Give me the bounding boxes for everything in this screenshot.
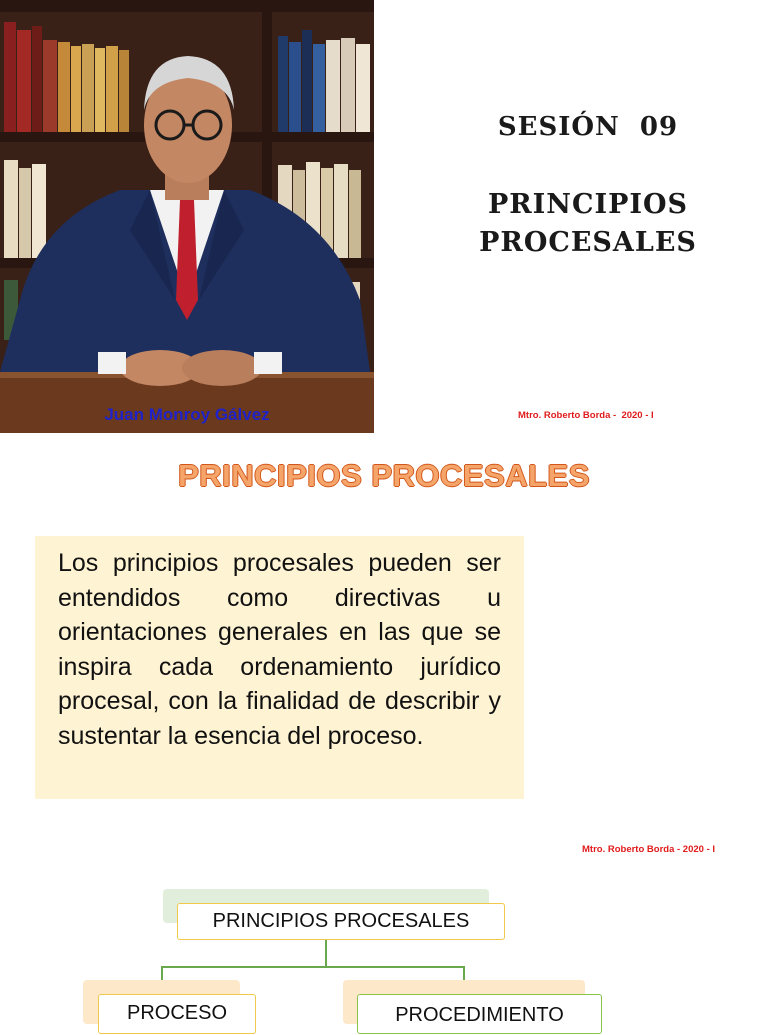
definition-heading: PRINCIPIOS PROCESALES (178, 458, 590, 493)
session-number: SESIÓN 09 (497, 112, 679, 142)
connector-vertical-root (325, 940, 327, 967)
title-slide (0, 0, 768, 433)
portrait-illustration (0, 0, 374, 433)
connector-right (463, 966, 465, 980)
photo-caption: Juan Monroy Gálvez (104, 405, 270, 424)
root-node (177, 903, 505, 940)
slide-title-line2: PROCESALES (479, 227, 697, 258)
left-node-label: PROCESO (126, 1002, 228, 1024)
right-node (357, 994, 602, 1034)
author-credit-2: Mtro. Roberto Borda - 2020 - I (582, 844, 716, 855)
definition-text: Los principios procesales pueden ser entendidos como directivas u orientaciones generales en las que se inspira cada ordenamiento jurídico procesal, con la finalidad de describir y sustentar la esencia del proceso. (58, 549, 501, 750)
connector-horizontal (161, 966, 465, 968)
portrait-photo (0, 0, 374, 433)
slide-title-line1: PRINCIPIOS (487, 189, 689, 220)
root-node-label: PRINCIPIOS PROCESALES (212, 910, 470, 932)
right-node-label: PROCEDIMIENTO (395, 1004, 564, 1026)
connector-left (161, 966, 163, 980)
author-credit: Mtro. Roberto Borda - 2020 - I (518, 410, 654, 421)
slide-title (460, 186, 716, 262)
definition-box (35, 536, 524, 799)
left-node (98, 994, 256, 1034)
